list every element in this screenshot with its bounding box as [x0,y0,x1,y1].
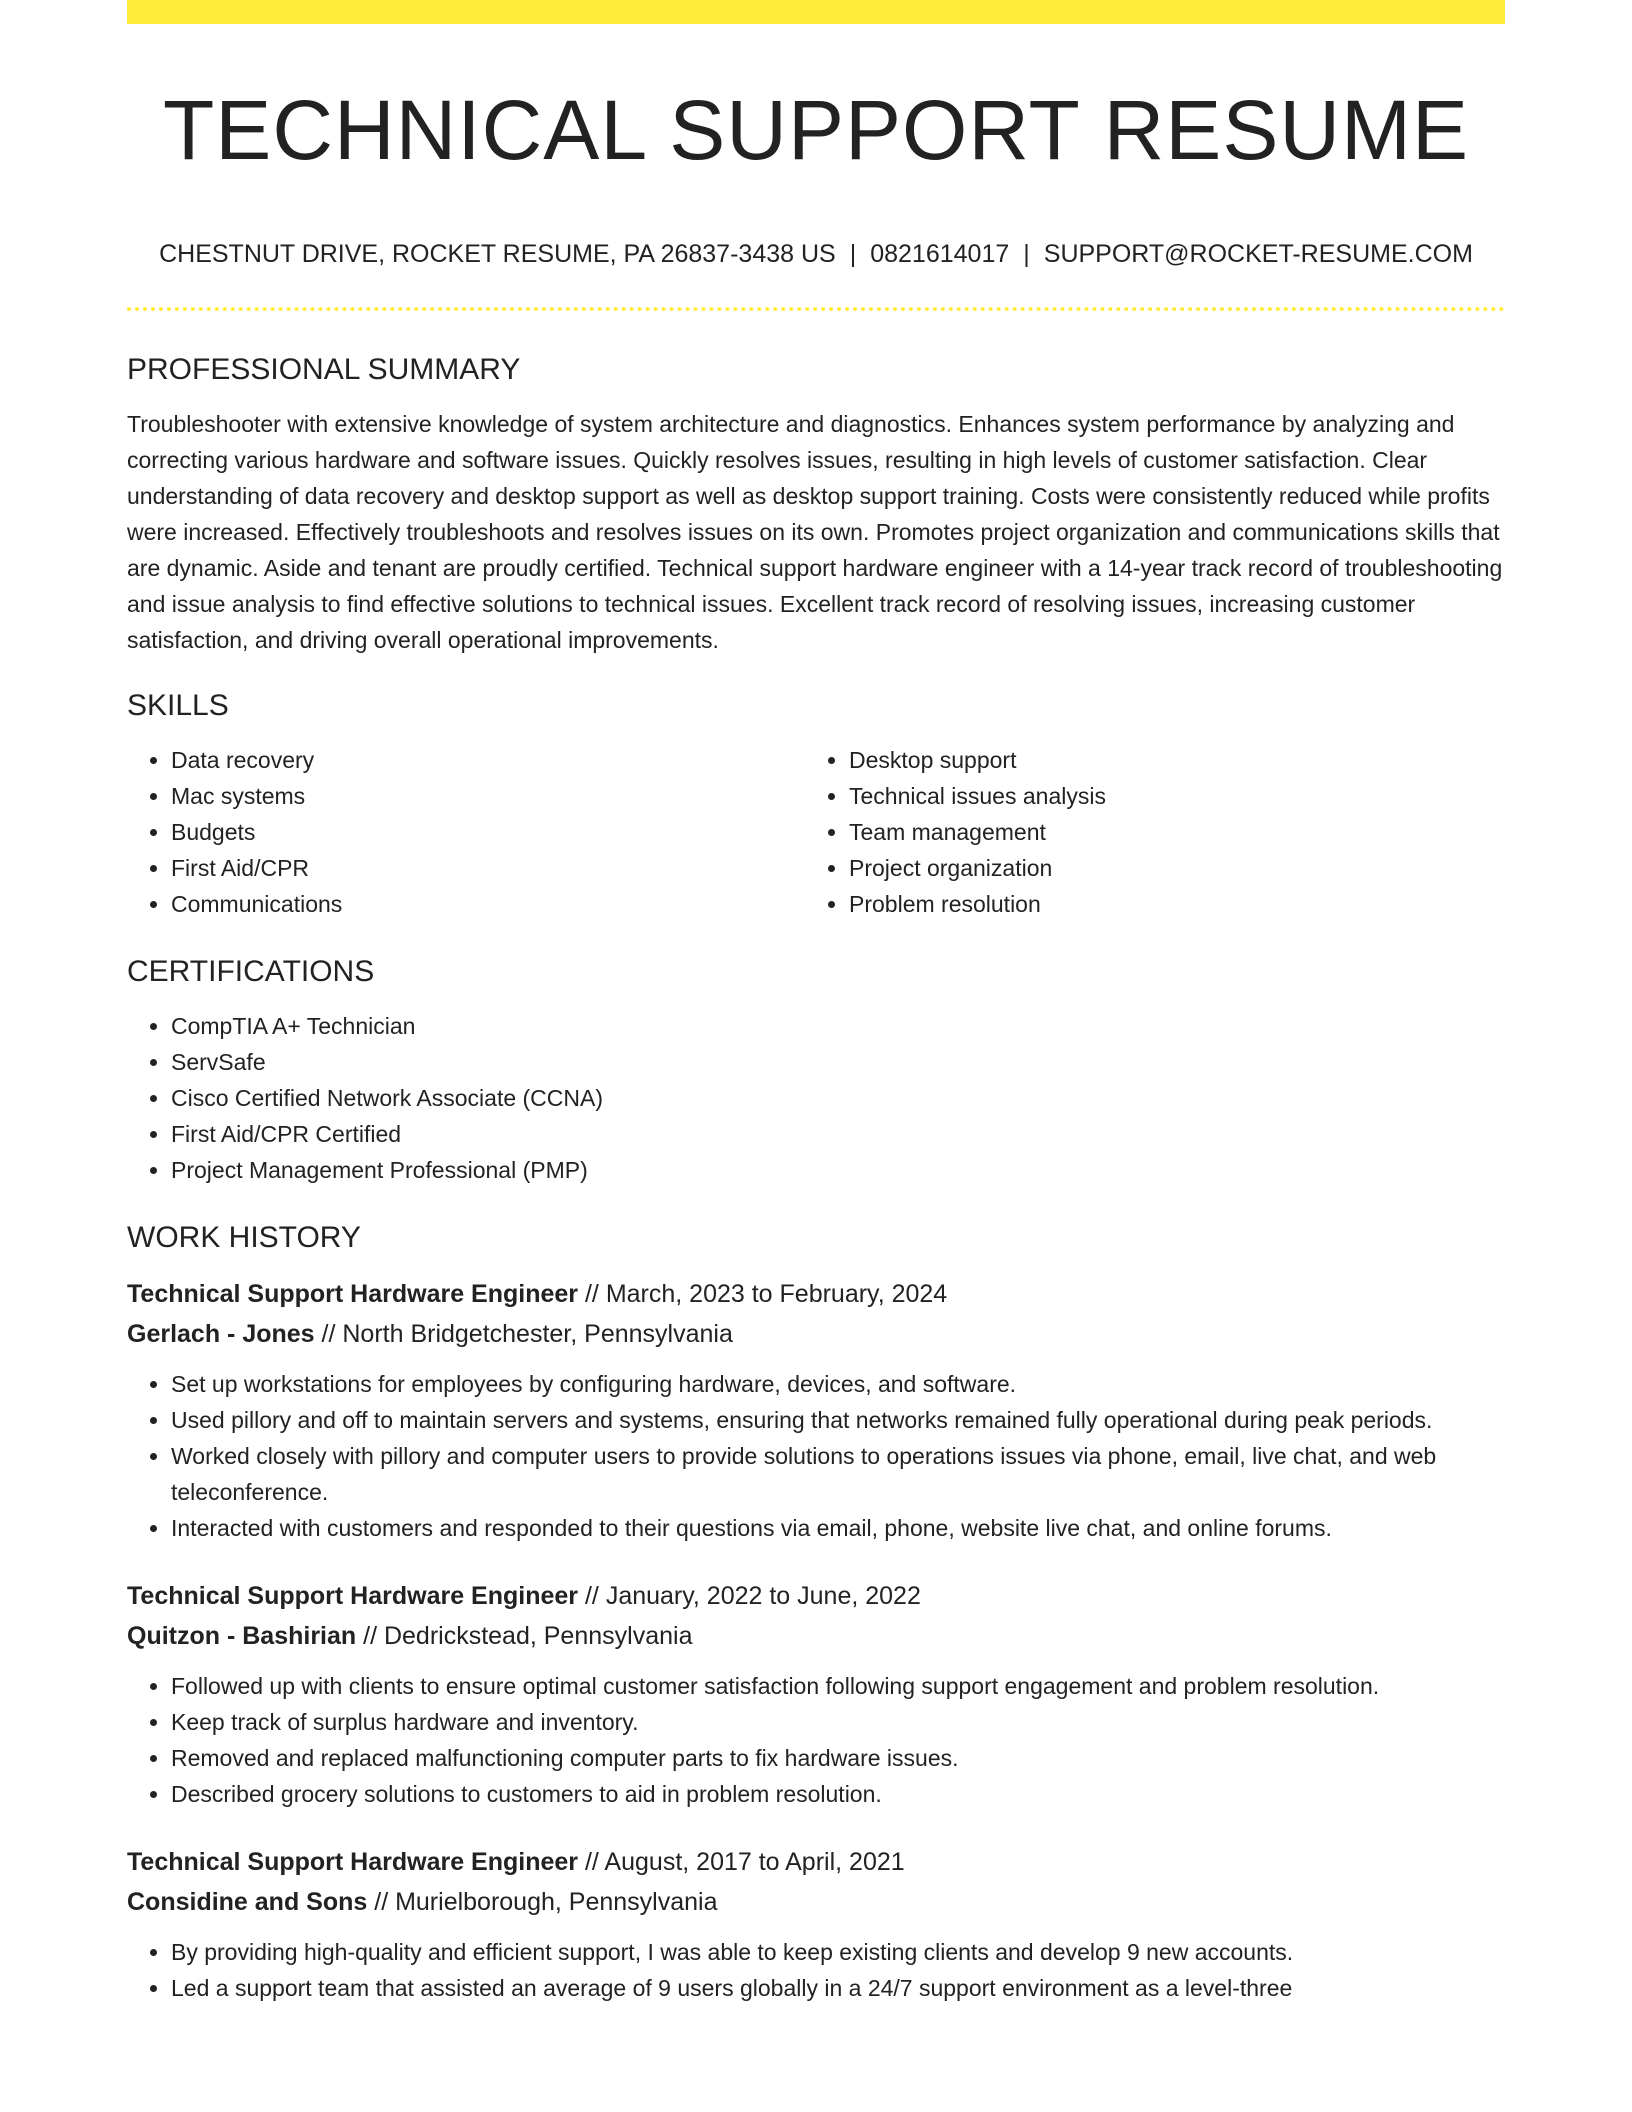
section-title-skills: SKILLS [127,689,229,722]
contact-email: SUPPORT@ROCKET-RESUME.COM [1043,240,1473,268]
job-role: Technical Support Hardware Engineer [127,1582,579,1610]
section-title-certifications: CERTIFICATIONS [127,955,375,988]
job-bullet: • Keep track of surplus hardware and inventory. [171,1704,1505,1740]
resume-title: TECHNICAL SUPPORT RESUME [162,83,1470,177]
job-company: Quitzon - Bashirian [127,1622,357,1650]
job-entry [127,1842,1505,2006]
skill-item: • Team management [849,814,1483,850]
skill-item: • Desktop support [849,742,1483,778]
contact-address: CHESTNUT DRIVE, ROCKET RESUME, PA 26837-3438 US [159,240,836,268]
contact-separator: | [1023,240,1030,268]
skills-column-left [127,742,805,922]
job-dates: // January, 2022 to June, 2022 [578,1582,921,1610]
job-company-line [127,1882,1505,1922]
certifications-section [127,952,1505,1188]
job-company: Gerlach - Jones [127,1320,315,1348]
contact-separator: | [849,240,857,268]
top-accent-bar [127,0,1505,24]
job-title-line [127,1842,1505,1882]
contact-phone: 0821614017 [870,240,1010,268]
certification-item: • Project Management Professional (PMP) [171,1152,1505,1188]
job-title-line [127,1576,1505,1616]
skill-item: • Budgets [171,814,805,850]
job-company-line [127,1616,1505,1656]
contact-line [127,236,1505,272]
job-role: Technical Support Hardware Engineer [127,1848,579,1876]
skill-item: • Project organization [849,850,1483,886]
job-company: Considine and Sons [127,1888,368,1916]
job-bullet: • By providing high-quality and efficient support, I was able to keep existing clients and develop 9 new accounts. [171,1934,1505,1970]
work-history-section [127,1218,1505,2006]
job-bullet: • Followed up with clients to ensure optimal customer satisfaction following support engagement and problem resolution. [171,1668,1505,1704]
job-location: // North Bridgetchester, Pennsylvania [314,1320,733,1348]
job-role: Technical Support Hardware Engineer [127,1280,579,1308]
skill-item: • Data recovery [171,742,805,778]
summary-section [127,350,1505,658]
job-title-line [127,1274,1505,1314]
certification-item: • CompTIA A+ Technician [171,1008,1505,1044]
section-title-summary: PROFESSIONAL SUMMARY [127,353,521,386]
skill-item: • First Aid/CPR [171,850,805,886]
skill-item: • Technical issues analysis [849,778,1483,814]
job-dates: // August, 2017 to April, 2021 [578,1848,905,1876]
job-company-line [127,1314,1505,1354]
job-bullet: • Removed and replaced malfunctioning computer parts to fix hardware issues. [171,1740,1505,1776]
job-bullet: • Described grocery solutions to customers to aid in problem resolution. [171,1776,1505,1812]
skill-item: • Mac systems [171,778,805,814]
skills-columns [127,742,1505,922]
section-title-work-history: WORK HISTORY [127,1221,361,1254]
job-bullet: • Used pillory and off to maintain servers and systems, ensuring that networks remained fully operational during peak periods. [171,1402,1505,1438]
certification-item: • ServSafe [171,1044,1505,1080]
job-bullet: • Interacted with customers and responded to their questions via email, phone, website live chat, and online forums. [171,1510,1505,1546]
skills-section [127,686,1505,922]
resume-content [127,350,1505,2036]
certification-item: • Cisco Certified Network Associate (CCNA) [171,1080,1505,1116]
job-bullet: • Worked closely with pillory and computer users to provide solutions to operations issues via phone, email, live chat, and web teleconference. [171,1438,1505,1510]
skill-item: • Communications [171,886,805,922]
job-bullet: • Set up workstations for employees by configuring hardware, devices, and software. [171,1366,1505,1402]
skill-item: • Problem resolution [849,886,1483,922]
job-bullet: • Led a support team that assisted an average of 9 users globally in a 24/7 support environment as a level-three [171,1970,1505,2006]
job-dates: // March, 2023 to February, 2024 [578,1280,948,1308]
job-location: // Murielborough, Pennsylvania [367,1888,718,1916]
summary-text: Troubleshooter with extensive knowledge of system architecture and diagnostics. Enhances system performance by analyzing and correcting various hardware and software issues. Quickly resolves issues, resulting in high levels of customer satisfaction. Clear understanding of data recovery and desktop support as well as desktop support training. Costs were consistently reduced while profits were increased. Effectively troubleshoots and resolves issues on its own. Promotes project organization and communications skills that are dynamic. Aside and tenant are proudly certified. Technical support hardware engineer with a 14-year track record of troubleshooting and issue analysis to find effective solutions to technical issues. Excellent track record of resolving issues, increasing customer satisfaction, and driving overall operational improvements. [127,411,1503,653]
dotted-divider [127,307,1505,311]
resume-page [127,0,1505,2112]
skills-column-right [805,742,1483,922]
job-location: // Dedrickstead, Pennsylvania [356,1622,693,1650]
job-entry [127,1576,1505,1812]
job-entry [127,1274,1505,1546]
certification-item: • First Aid/CPR Certified [171,1116,1505,1152]
